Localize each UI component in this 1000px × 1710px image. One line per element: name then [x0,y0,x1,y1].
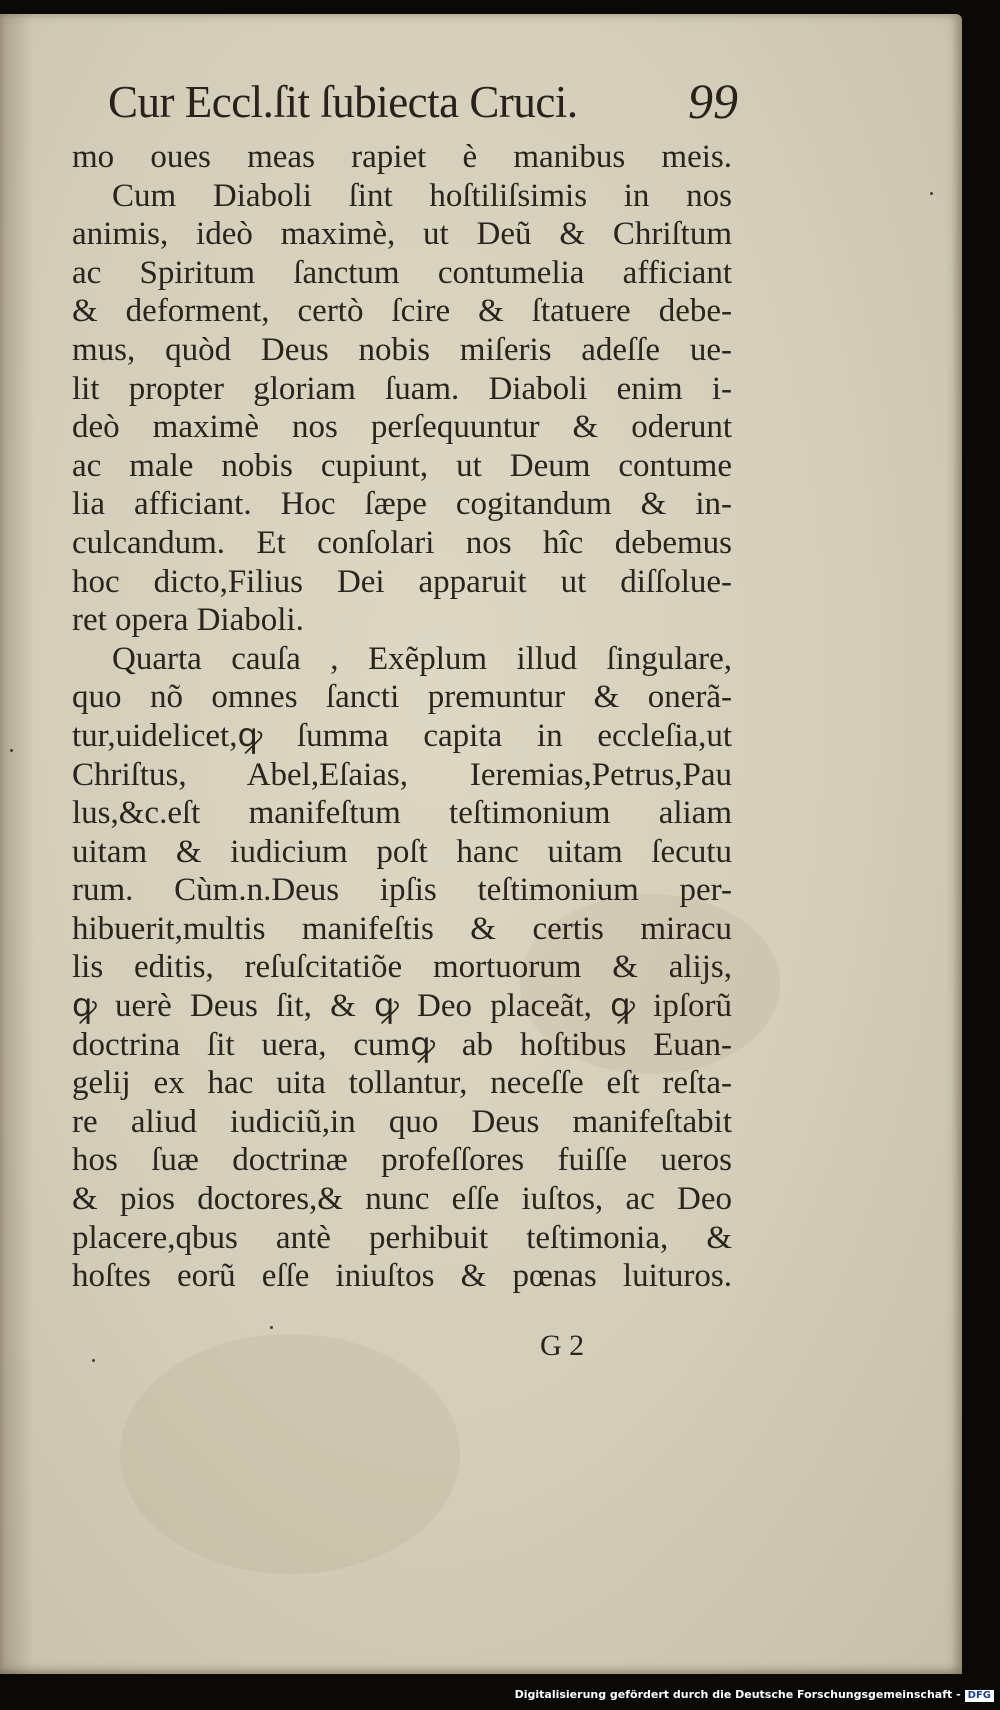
text-line: lia afficiant. Hoc ſæpe cogitandum & in- [72,486,732,523]
text-line: animis, ideò maximè, ut Deũ & Chriſtum [72,216,732,253]
text-line: hibuerit,multis manifeſtis & certis miracu [72,910,732,947]
dfg-logo: DFG [965,1690,994,1702]
text-line: re aliud iudiciũ,in quo Deus manifeſtabit [72,1103,732,1140]
page-header [108,73,738,146]
signature-mark: G 2 [540,1329,585,1362]
text-line: hoc dicto,Filius Dei apparuit ut diſſolue- [72,563,732,600]
text-line: ꝙ uerè Deus ſit, & ꝙ Deo placeãt, ꝙ ipſorũ [72,988,732,1025]
text-line: Chriſtus, Abel,Eſaias, Ieremias,Petrus,Pau [72,756,732,793]
text-line: rum. Cùm.n.Deus ipſis teſtimonium per- [72,872,732,909]
text-line: Quarta cauſa , Exẽplum illud ſingulare, [112,640,732,677]
text-line: quo nõ omnes ſancti premuntur & onerã- [72,679,732,716]
text-line: hos ſuæ doctrinæ profeſſores fuiſſe ueros [72,1142,732,1179]
text-line: deò maximè nos perſequuntur & oderunt [72,409,732,446]
text-line: hoſtes eorũ eſſe iniuſtos & pœnas luituros. [72,1258,732,1295]
gutter-shadow [0,14,34,1674]
text-line: lis editis, reſuſcitatiõe mortuorum & alijs, [72,949,732,986]
text-line: gelij ex hac uita tollantur, neceſſe eſt reſta- [72,1065,732,1102]
credit-text: Digitalisierung gefördert durch die Deutsche Forschungsgemeinschaft - [514,1688,961,1701]
body-text [72,138,732,1296]
page-number: 99 [688,73,738,129]
text-line: ret opera Diaboli. [72,602,304,639]
text-line: tur,uidelicet,ꝙ ſumma capita in eccleſia,ut [72,717,732,754]
text-line: mus, quòd Deus nobis miſeris adeſſe ue- [72,331,732,368]
ink-speck [92,1359,95,1362]
text-line: placere,qbus antè perhibuit teſtimonia, & [72,1219,732,1256]
text-line: mo oues meas rapiet è manibus meis. [72,139,732,175]
text-line: culcandum. Et conſolari nos hîc debemus [72,524,732,561]
text-line: doctrina ſit uera, cumꝙ ab hoſtibus Euan- [72,1026,732,1063]
text-line: & pios doctores,& nunc eſſe iuſtos, ac Deo [72,1181,732,1218]
ink-speck [10,749,13,752]
digitization-credit [515,1688,994,1702]
text-line: & deforment, certò ſcire & ſtatuere debe- [72,293,732,330]
text-line: uitam & iudicium poſt hanc uitam ſecutu [72,833,732,870]
paper-stain [120,1334,460,1574]
text-line: Cum Diaboli ſint hoſtiliſsimis in nos [112,177,732,214]
running-head: Cur Eccl.ſit ſubiecta Cruci. [108,77,578,127]
text-line: lus,&c.eſt manifeſtum teſtimonium aliam [72,795,732,832]
ink-speck [270,1326,273,1329]
text-line: lit propter gloriam ſuam. Diaboli enim i- [72,370,732,407]
book-page [0,14,962,1674]
ink-speck [930,192,933,195]
text-line: ac male nobis cupiunt, ut Deum contume [72,447,732,484]
text-line: ac Spiritum ſanctum contumelia afficiant [72,254,732,291]
